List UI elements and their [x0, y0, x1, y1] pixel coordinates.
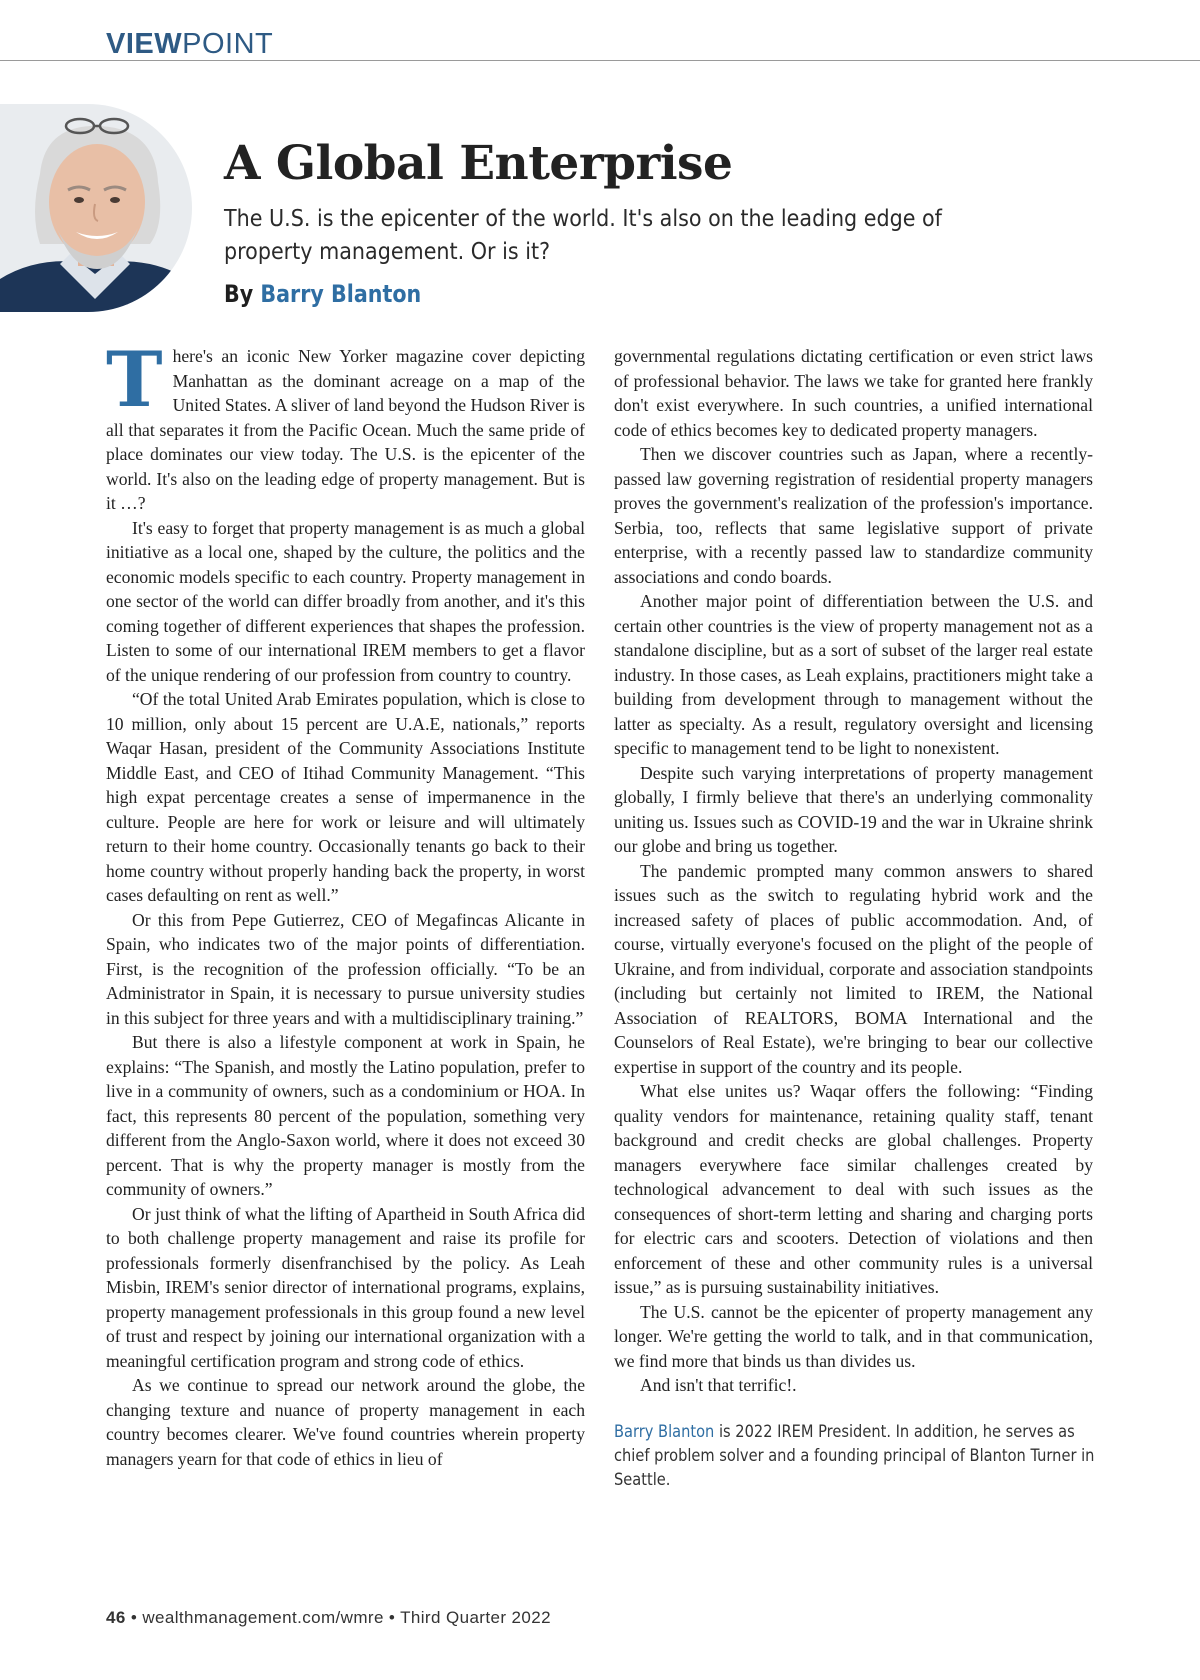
footer-separator: •: [383, 1608, 401, 1627]
paragraph: As we continue to spread our network around the globe, the changing texture and nuance of property management in each country becomes clearer. We've found countries wherein property managers yearn for that code of ethics in lieu of: [106, 1375, 585, 1469]
article-column-right: [614, 344, 1093, 1492]
drop-cap: T: [106, 335, 163, 424]
paragraph: Despite such varying interpretations of property management globally, I firmly believe that there's an underlying commonality uniting us. Issues such as COVID-19 and the war in Ukraine shrink our globe and bring us together.: [614, 762, 1093, 856]
paragraph: Then we discover countries such as Japan, where a recently-passed law governing registration of residential property managers proves the government's realization of the profession's importance. Serbia, too, reflects that same legislative support of private enterprise, with a recently passed law to standardize community associations and condo boards.: [614, 444, 1093, 587]
byline-author: Barry Blanton: [260, 280, 422, 308]
paragraph: What else unites us? Waqar offers the following: “Finding quality vendors for maintenance, retaining quality staff, tenant background and credit checks are global challenges. Property managers everywhere face similar challenges created by technological advancement to deal with such issues as the consequences of short-term letting and sharing and charging ports for electric cars and scooters. Detection of violations and then enforcement of these and other community rules is a universal issue,” as is pursuing sustainability initiatives.: [614, 1081, 1093, 1297]
byline: [224, 280, 421, 308]
footer-separator: •: [125, 1608, 143, 1627]
header-divider: [0, 60, 1200, 61]
paragraph: Or just think of what the lifting of Apartheid in South Africa did to both challenge property management and raise its profile for professionals formerly disenfranchised by the policy. As Leah Misbin, IREM's senior director of international programs, explains, property management professionals in this group found a new level of trust and respect by joining our international organization with a meaningful certification program and strong code of ethics.: [106, 1203, 585, 1371]
paragraph: Or this from Pepe Gutierrez, CEO of Megafincas Alicante in Spain, who indicates two of the major points of differentiation. First, is the recognition of the profession officially. “To be an Administrator in Spain, it is necessary to pursue university studies in this subject for three years and with a multidisciplinary training.”: [106, 909, 585, 1028]
byline-prefix: By: [224, 280, 261, 308]
paragraph: And isn't that terrific!.: [640, 1375, 797, 1395]
footer-site: wealthmanagement.com/wmre: [142, 1608, 384, 1627]
paragraph: It's easy to forget that property management is as much a global initiative as a local one, shaped by the culture, the politics and the economic models specific to each country. Property management in one sector of the world can differ broadly from another, and it's this coming together of different experiences that shapes the profession. Listen to some of our international IREM members to get a flavor of the unique rendering of our profession from country to country.: [106, 517, 585, 685]
paragraph: “Of the total United Arab Emirates population, which is close to 10 million, only about 15 percent are U.A.E, nationals,” reports Waqar Hasan, president of the Community Associations Institute Middle East, and CEO of Itihad Community Management. “This high expat percentage creates a sense of impermanence in the culture. People are here for work or leisure and will ultimately return to their home country. Occasionally tenants go back to their home country without properly handing back the property, in worst cases defaulting on rent as well.”: [106, 689, 585, 905]
page-number: 46: [106, 1608, 126, 1627]
paragraph-text: here's an iconic New Yorker magazine cover depicting Manhattan as the dominant acreage on a map of the United States. A sliver of land beyond the Hudson River is all that separates it from the Pacific Ocean. Much the same pride of place dominates our view today. The U.S. is the epicenter of the world. It's also on the leading edge of property management. But is it …?: [106, 346, 585, 513]
bio-author-name: Barry Blanton: [614, 1421, 715, 1442]
author-portrait-icon: [0, 104, 192, 312]
section-header-light: POINT: [182, 28, 274, 60]
section-header-bold: VIEW: [106, 28, 183, 60]
paragraph: Another major point of differentiation between the U.S. and certain other countries is the view of property management not as a standalone discipline, but as a sort of subset of the larger real estate industry. In those cases, as Leah explains, practitioners might take a building from development through to management without the latter as specialty. As a result, regulatory oversight and licensing specific to management tend to be light to nonexistent.: [614, 591, 1093, 758]
article-deck: The U.S. is the epicenter of the world. It's also on the leading edge of property management. Or is it?: [224, 204, 942, 265]
footer-issue: Third Quarter 2022: [400, 1608, 551, 1627]
paragraph: The pandemic prompted many common answers to shared issues such as the switch to regulating hybrid work and the increased safety of places of public accommodation. And, of course, virtually everyone's focused on the plight of the people of Ukraine, and from individual, corporate and association standpoints (including but certainly not limited to IREM, the National Association of REALTORS, BOMA International and the Counselors of Real Estate), we're bringing to bear our collective expertise in support of the country and its people.: [614, 860, 1093, 1077]
article-column-left: [106, 335, 585, 1471]
author-bio: [614, 1420, 1096, 1492]
section-header: [106, 30, 273, 59]
author-photo: [0, 104, 192, 312]
bio-text: is 2022 IREM President. In addition, he serves as chief problem solver and a founding principal of Blanton Turner in Seattle.: [614, 1421, 1095, 1490]
page-footer: [106, 1608, 551, 1628]
paragraph: [106, 335, 585, 516]
paragraph: The U.S. cannot be the epicenter of property management any longer. We're getting the world to talk, and in that communication, we find more that binds us than divides us.: [614, 1301, 1093, 1371]
article-title: A Global Enterprise: [224, 136, 733, 191]
paragraph: But there is also a lifestyle component at work in Spain, he explains: “The Spanish, and mostly the Latino population, prefer to live in a community of owners, such as a condominium or HOA. In fact, this represents 80 percent of the population, something very different from the Anglo-Saxon world, where it does not exceed 30 percent. That is why the property manager is mostly from the community of owners.”: [106, 1032, 585, 1199]
paragraph: governmental regulations dictating certification or even strict laws of professional behavior. The laws we take for granted here frankly don't exist everywhere. In such countries, a unified international code of ethics becomes key to dedicated property managers.: [614, 346, 1093, 440]
